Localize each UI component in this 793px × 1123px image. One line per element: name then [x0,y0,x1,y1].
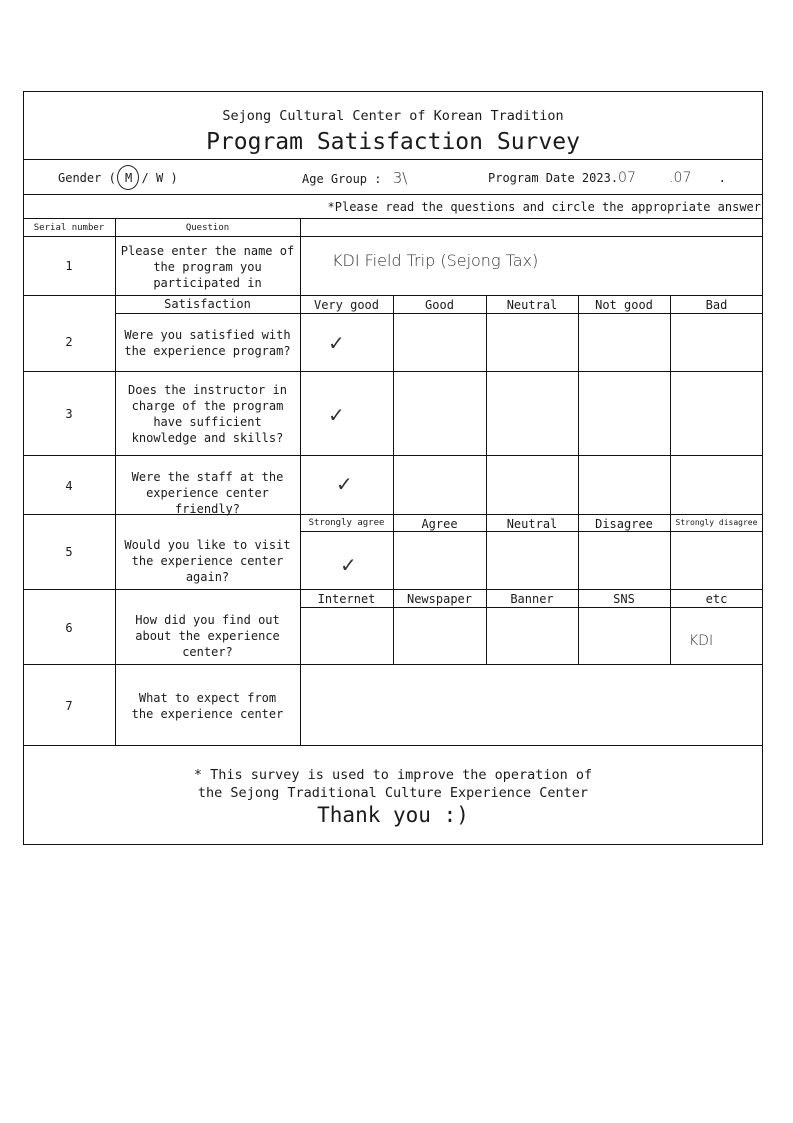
divider [670,295,671,664]
check-mark-icon[interactable]: ✓ [328,331,345,355]
option-neutral: Neutral [506,298,558,312]
check-mark-icon[interactable]: ✓ [328,403,345,427]
option-strongly-agree: Strongly agree [308,518,385,528]
date-day[interactable]: .07 [669,170,692,186]
divider [578,295,579,664]
gender-label: Gender ( [58,171,116,185]
gender-field: Gender ( M / W ) [58,170,178,186]
question-text: Does the instructor in charge of the program have sufficient knowledge and skills? [128,383,287,445]
etc-answer[interactable]: KDI [689,633,714,649]
age-group-field [302,170,407,187]
divider [23,194,763,195]
option-not-good: Not good [595,298,653,312]
divider [23,218,763,219]
serial-number: 1 [65,259,73,273]
circle-mark-icon [117,165,139,190]
divider [393,295,394,664]
option-good: Good [425,298,454,312]
question-text: Please enter the name of the program you participated in [120,244,295,290]
option-banner: Banner [510,592,554,606]
footer-note: * This survey is used to improve the operation of [193,767,593,783]
divider [115,313,763,314]
question-text: What to expect from the experience center [131,691,284,721]
gender-option-m[interactable]: M [123,170,134,186]
question-header: Question [185,223,230,233]
question-text: How did you find out about the experience center? [135,613,280,659]
divider [486,295,487,664]
satisfaction-label: Satisfaction [164,297,251,311]
program-date-field: Program Date 2023.07 .07 . [488,170,726,186]
serial-number-header: Serial number [33,223,105,233]
divider [23,745,763,746]
program-name-answer[interactable]: KDI Field Trip (Sejong Tax) [332,251,539,270]
option-etc: etc [705,592,728,606]
instruction-text: *Please read the questions and circle the appropriate answer [327,200,761,214]
date-month[interactable]: 07 [618,170,636,186]
footer-note: the Sejong Traditional Culture Experience Center [197,785,589,801]
check-mark-icon[interactable]: ✓ [336,472,353,496]
divider [23,159,763,160]
option-sns: SNS [613,592,635,606]
option-bad: Bad [705,298,728,312]
option-very-good: Very good [313,298,380,312]
serial-number: 6 [65,621,73,635]
question-text: Were you satisfied with the experience program? [124,328,291,358]
age-value[interactable]: 3\ [392,169,408,187]
check-mark-icon[interactable]: ✓ [340,553,357,577]
option-internet: Internet [317,592,376,606]
org-name: Sejong Cultural Center of Korean Tradition [222,108,564,124]
serial-number: 7 [65,699,73,713]
question-text: Were the staff at the experience center friendly? [131,470,284,516]
option-strongly-disagree: Strongly disagree [675,518,758,527]
date-label: Program Date 2023. [488,171,619,185]
option-agree: Agree [421,517,458,531]
page-title: Program Satisfaction Survey [206,129,580,155]
option-disagree: Disagree [595,517,653,531]
serial-number: 4 [65,479,73,493]
question-text: Would you like to visit the experience center again? [124,538,291,584]
gender-option-w[interactable]: W [155,171,164,185]
serial-number: 2 [65,335,73,349]
thank-you-text: Thank you :) [317,803,469,827]
age-label: Age Group : [302,172,382,186]
divider [300,607,763,608]
serial-number: 5 [65,545,73,559]
divider [23,664,763,665]
option-neutral: Neutral [506,517,558,531]
serial-number: 3 [65,407,73,421]
divider [23,236,763,237]
option-newspaper: Newspaper [406,592,473,606]
